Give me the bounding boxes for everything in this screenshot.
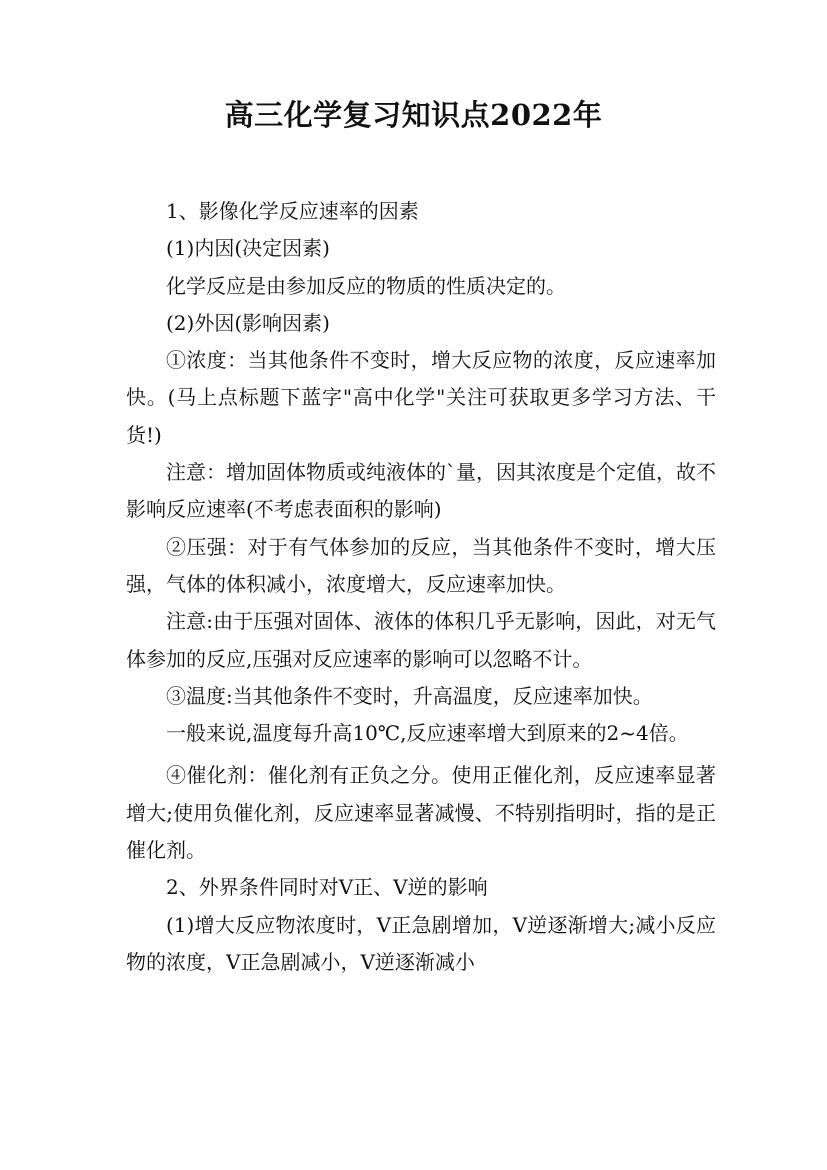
paragraph-catalyst: ④催化剂：催化剂有正负之分。使用正催化剂，反应速率显著增大;使用负催化剂，反应速率显著减慢、不特别指明时，指的是正催化剂。: [126, 763, 716, 863]
paragraph-pressure: ②压强：对于有气体参加的反应，当其他条件不变时，增大压强，气体的体积减小，浓度增大，反应速率加快。: [126, 534, 716, 596]
document-body: [126, 193, 716, 981]
paragraph-concentration: ①浓度：当其他条件不变时，增大反应物的浓度，反应速率加快。(马上点标题下蓝字"高中化学"关注可获取更多学习方法、干货!): [126, 348, 716, 447]
paragraph-external-factor-heading: (2)外因(影响因素): [166, 310, 330, 335]
paragraph-pressure-note: 注意:由于压强对固体、液体的体积几乎无影响，因此，对无气体参加的反应,压强对反应速率的影响可以忽略不计。: [126, 609, 716, 671]
paragraph-temperature: ③温度:当其他条件不变时，升高温度，反应速率加快。: [166, 683, 653, 708]
document-title: 高三化学复习知识点2022年: [224, 98, 603, 132]
paragraph-section-1-heading: 1、影像化学反应速率的因素: [166, 199, 419, 223]
paragraph-internal-factor-heading: (1)内因(决定因素): [166, 236, 330, 261]
paragraph-section-2-heading: 2、外界条件同时对V正、V逆的影响: [166, 875, 488, 900]
paragraph-concentration-effect: (1)增大反应物浓度时，V正急剧增加，V逆逐渐增大;减小反应物的浓度，V正急剧减小，V逆逐渐减小: [126, 912, 716, 974]
paragraph-concentration-note: 注意：增加固体物质或纯液体的`量，因其浓度是个定值，故不影响反应速率(不考虑表面积的影响): [126, 460, 716, 522]
paragraph-internal-factor-text: 化学反应是由参加反应的物质的性质决定的。: [166, 273, 566, 298]
paragraph-temperature-detail: 一般来说,温度每升高10℃,反应速率增大到原来的2~4倍。: [166, 721, 689, 746]
